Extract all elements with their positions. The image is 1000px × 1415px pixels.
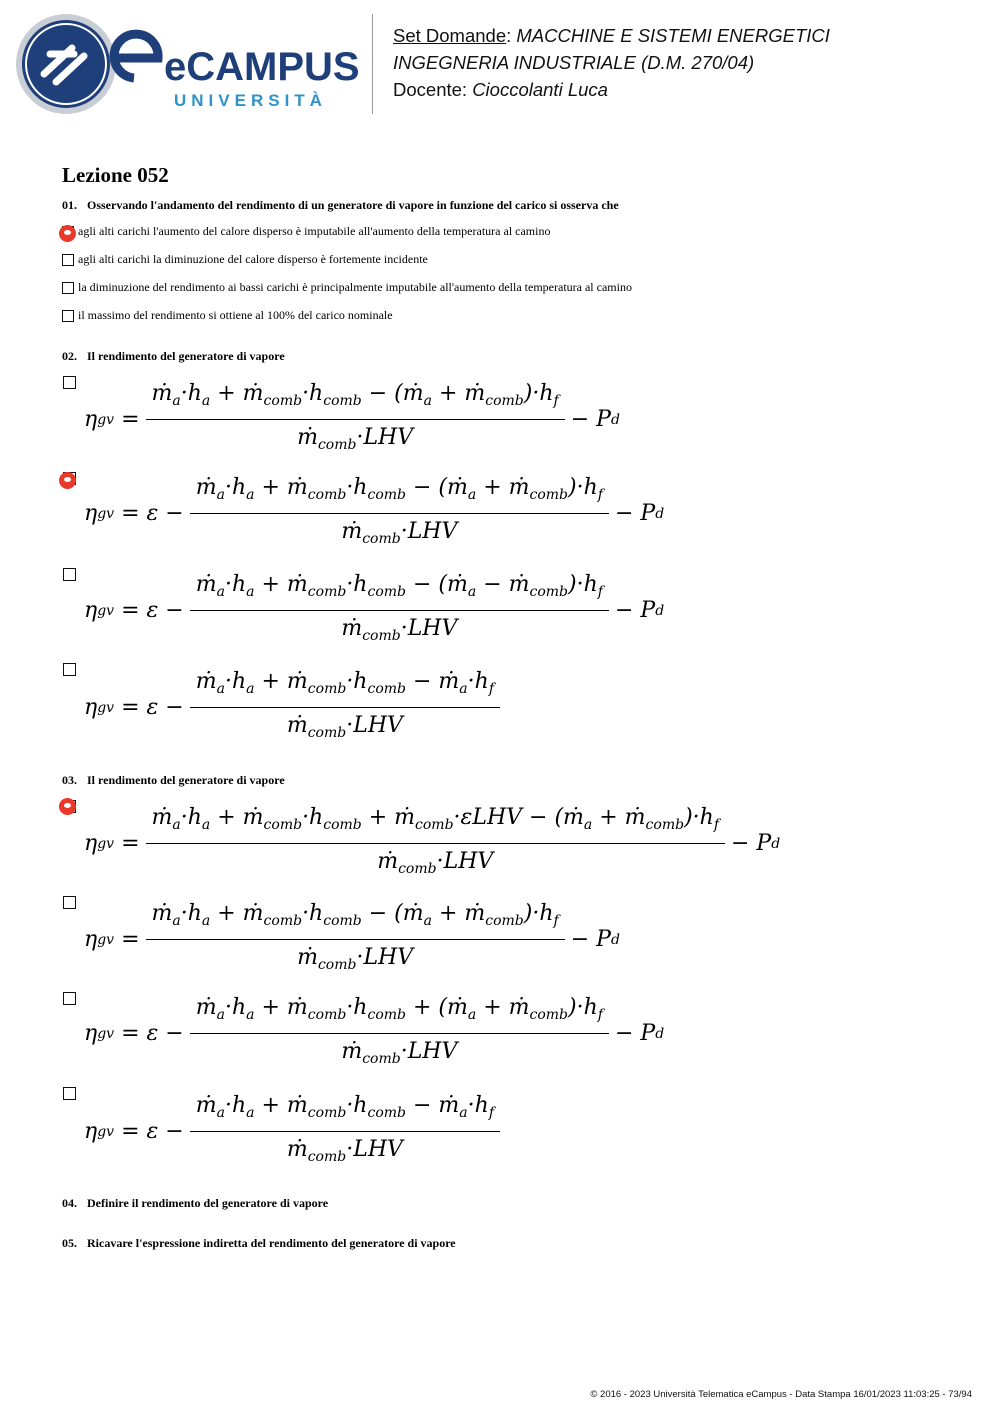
- checkbox[interactable]: [62, 282, 74, 294]
- checkbox[interactable]: [62, 254, 74, 266]
- ecampus-logo: [14, 12, 359, 117]
- set-label: Set Domande: [393, 25, 507, 46]
- footer: © 2016 - 2023 Università Telematica eCampus - Data Stampa 16/01/2023 11:03:25 - 73/94: [590, 1389, 972, 1400]
- lesson-title: Lezione 052: [62, 163, 169, 187]
- checkbox[interactable]: [62, 310, 74, 322]
- q01-option-1[interactable]: agli alti carichi l'aumento del calore disperso è imputabile all'aumento della temperatura al camino: [62, 224, 550, 239]
- q02-option-2-formula: η gv = ε − $\frac{ṁ_a\cdot h_a + ṁ_{comb}\cdot h_{comb} - (ṁ_a + ṁ_{comb})\cdot h_f}{ṁ_{comb}\cdot LHV}$ − P d: [84, 470, 664, 557]
- teacher-name: Cioccolanti Luca: [472, 79, 608, 100]
- q01-option-3[interactable]: la diminuzione del rendimento ai bassi carichi è principalmente imputabile all'aumento della temperatura al camino: [62, 280, 632, 295]
- question-04-title: 04. Definire il rendimento del generatore di vapore: [62, 1196, 329, 1210]
- selected-mark-icon: [59, 798, 76, 815]
- brand-sub: UNIVERSITÀ: [174, 91, 327, 110]
- q03-option-4-checkbox[interactable]: [63, 1087, 76, 1100]
- selected-mark-icon: [59, 225, 76, 242]
- q03-option-1-formula: η gv = $\frac{ṁ_a\cdot h_a + ṁ_{comb}\cdot h_{comb} + ṁ_{comb}\cdot\varepsilon LHV - (ṁ_a + ṁ_{comb})\cdot h_f}{ṁ_{comb}\cdot LHV}$ − P d: [84, 800, 780, 887]
- q01-option-2[interactable]: agli alti carichi la diminuzione del calore disperso è fortemente incidente: [62, 252, 428, 267]
- q02-option-4-checkbox[interactable]: [63, 663, 76, 676]
- teacher-label: Docente:: [393, 79, 468, 100]
- q03-option-4-formula: η gv = ε − $\frac{ṁ_a\cdot h_a + ṁ_{comb}\cdot h_{comb} - ṁ_a\cdot h_f}{ṁ_{comb}\cdot LHV}$: [84, 1088, 506, 1175]
- header-info: Set Domande: MACCHINE E SISTEMI ENERGETICI INGEGNERIA INDUSTRIALE (D.M. 270/04) Docente: Cioccolanti Luca: [393, 25, 830, 100]
- q02-option-4-formula: η gv = ε − $\frac{ṁ_a\cdot h_a + ṁ_{comb}\cdot h_{comb} - ṁ_a\cdot h_f}{ṁ_{comb}\cdot LHV}$: [84, 664, 506, 751]
- q02-option-1-checkbox[interactable]: [63, 376, 76, 389]
- q03-option-2-formula: η gv = $\frac{ṁ_a\cdot h_a + ṁ_{comb}\cdot h_{comb} - (ṁ_a + ṁ_{comb})\cdot h_f}{ṁ_{comb}\cdot LHV}$ − P d: [84, 896, 620, 983]
- q03-option-2-checkbox[interactable]: [63, 896, 76, 909]
- q03-option-3-checkbox[interactable]: [63, 992, 76, 1005]
- header-divider: [372, 14, 373, 114]
- question-02-title: 02. Il rendimento del generatore di vapore: [62, 349, 285, 363]
- question-01-title: 01. Osservando l'andamento del rendimento di un generatore di vapore in funzione del carico si osserva che: [62, 198, 619, 212]
- question-05-title: 05. Ricavare l'espressione indiretta del rendimento del generatore di vapore: [62, 1236, 456, 1250]
- q02-option-1-formula: η gv = $\frac{ṁ_a\cdot h_a + ṁ_{comb}\cdot h_{comb} - (ṁ_a + ṁ_{comb})\cdot h_f}{ṁ_{comb}\cdot LHV}$ − P d: [84, 376, 620, 463]
- q03-option-3-formula: η gv = ε − $\frac{ṁ_a\cdot h_a + ṁ_{comb}\cdot h_{comb} + (ṁ_a + ṁ_{comb})\cdot h_f}{ṁ_{comb}\cdot LHV}$ − P d: [84, 990, 664, 1077]
- course-line1: MACCHINE E SISTEMI ENERGETICI: [516, 25, 830, 46]
- q02-option-3-checkbox[interactable]: [63, 568, 76, 581]
- q01-option-4[interactable]: il massimo del rendimento si ottiene al 100% del carico nominale: [62, 308, 393, 323]
- brand-name: eCAMPUS: [164, 45, 359, 89]
- question-03-title: 03. Il rendimento del generatore di vapore: [62, 773, 285, 787]
- selected-mark-icon: [59, 472, 76, 489]
- q02-option-3-formula: η gv = ε − $\frac{ṁ_a\cdot h_a + ṁ_{comb}\cdot h_{comb} - (ṁ_a - ṁ_{comb})\cdot h_f}{ṁ_{comb}\cdot LHV}$ − P d: [84, 567, 664, 654]
- course-line2: INGEGNERIA INDUSTRIALE (D.M. 270/04): [393, 52, 755, 73]
